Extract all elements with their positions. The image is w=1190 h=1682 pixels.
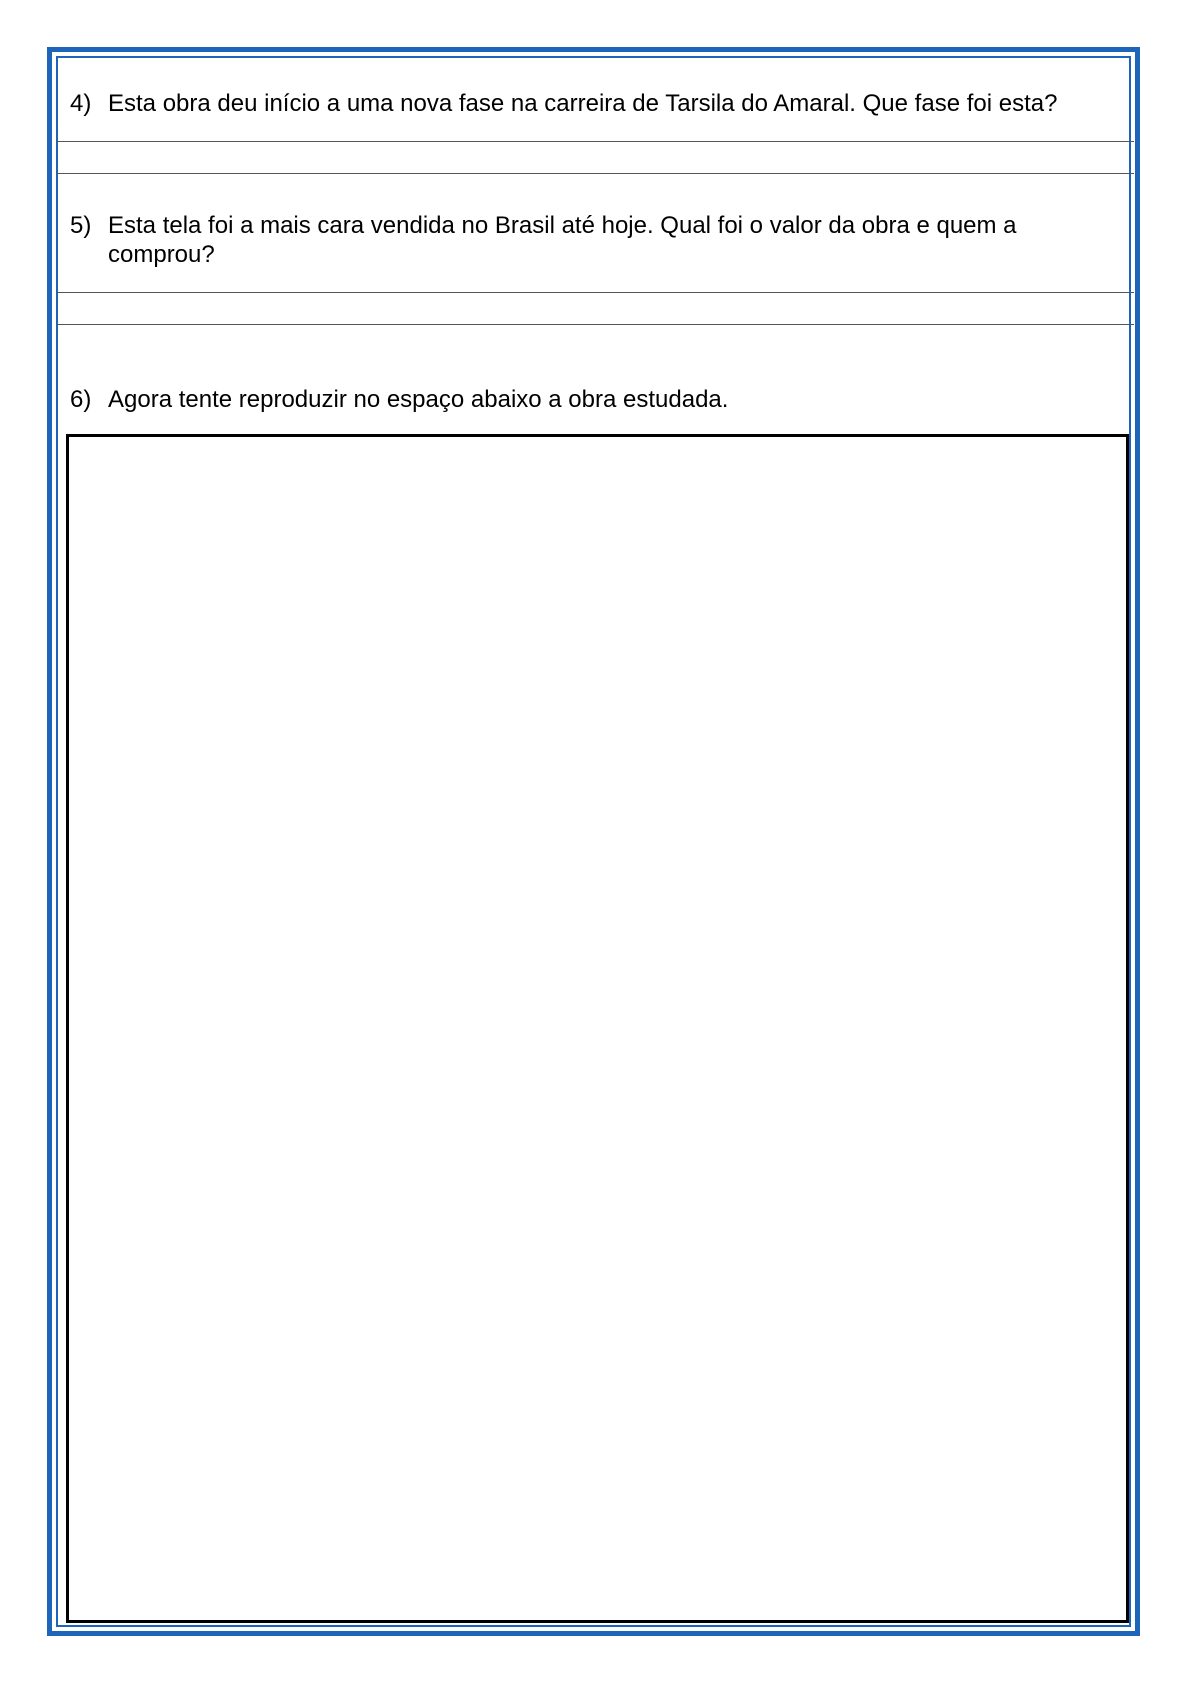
question-6-text: Agora tente reproduzir no espaço abaixo a obra estudada. bbox=[108, 386, 729, 413]
answer-line-5b[interactable] bbox=[56, 324, 1134, 325]
question-4-number: 4) bbox=[70, 90, 92, 117]
question-6-number: 6) bbox=[70, 386, 92, 413]
question-4-text: Esta obra deu início a uma nova fase na carreira de Tarsila do Amaral. Que fase foi esta? bbox=[108, 90, 1058, 117]
question-5-number: 5) bbox=[70, 212, 92, 239]
question-6 bbox=[70, 385, 1105, 414]
drawing-area[interactable] bbox=[66, 434, 1129, 1623]
answer-line-4b[interactable] bbox=[56, 173, 1134, 174]
answer-line-5a[interactable] bbox=[56, 292, 1134, 293]
question-4 bbox=[70, 89, 1140, 118]
question-5 bbox=[70, 211, 1105, 269]
answer-line-4a[interactable] bbox=[56, 141, 1134, 142]
question-5-text: Esta tela foi a mais cara vendida no Brasil até hoje. Qual foi o valor da obra e quem a comprou? bbox=[108, 212, 1017, 268]
